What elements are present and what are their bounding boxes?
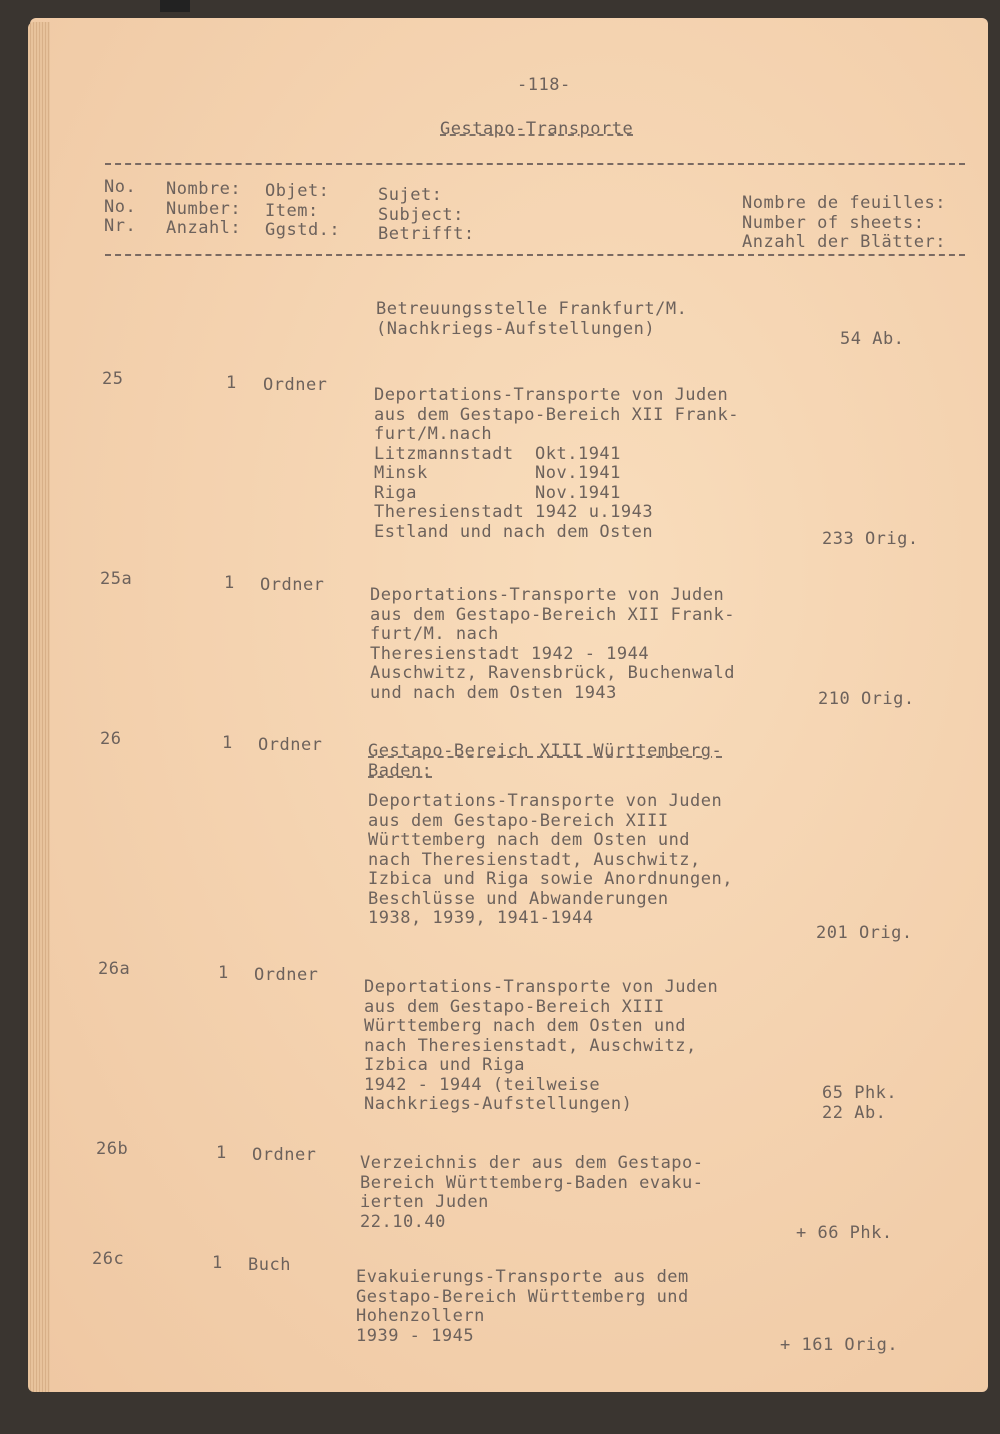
entry-subject: Betreuungsstelle Frankfurt/M. (Nachkriegs-Aufstellungen) [376,299,688,339]
entry-item: Ordner [254,965,319,985]
entry-number: 26a [98,959,131,979]
entry-subject: Deportations-Transporte von Juden aus dem Gestapo-Bereich XIII Württemberg nach dem Osten und nach Theresienstadt, Auschwitz, Izbica und Riga 1942 - 1944 (teilweise Nachkriegs-Aufstellungen) [364,977,719,1114]
entry-item: Ordner [260,575,325,595]
header-bottom-rule [105,254,965,256]
entry-sheets: 54 Ab. [840,329,905,349]
entry-sheets: + 66 Phk. [796,1223,893,1243]
entry-sheets: 233 Orig. [822,529,919,549]
header-sheets: Nombre de feuilles: Number of sheets: Anzahl der Blätter: [742,193,946,252]
entry-number: 25 [102,369,124,389]
entry-subject: Evakuierungs-Transporte aus dem Gestapo-Bereich Württemberg und Hohenzollern 1939 - 1945 [356,1267,689,1346]
page-title: Gestapo-Transporte [440,119,634,139]
entry-item: Ordner [263,375,328,395]
entry-number: 26 [100,729,122,749]
entry-item: Ordner [258,735,323,755]
entry-sheets: 201 Orig. [816,923,913,943]
entry-subject: Deportations-Transporte von Juden aus dem Gestapo-Bereich XII Frank- furt/M.nach Litzmannstadt Okt.1941 Minsk Nov.1941 Riga Nov.1941 Theresienstadt 1942 u.1943 Estland und nach dem Osten [374,385,739,542]
header-no: No. No. Nr. [104,177,137,236]
entry-count: 1 [226,373,237,393]
header-top-rule [105,163,965,165]
entry-item: Buch [248,1255,291,1275]
entry-heading: Gestapo-Bereich XIII Württemberg- Baden: [368,741,723,781]
binder-clip [160,0,190,12]
entry-subject: Deportations-Transporte von Juden aus dem Gestapo-Bereich XII Frank- furt/M. nach Theresienstadt 1942 - 1944 Auschwitz, Ravensbrück, Buchenwald und nach dem Osten 1943 [370,585,735,703]
entry-sheets: + 161 Orig. [780,1335,899,1355]
entry-subject: Deportations-Transporte von Juden aus dem Gestapo-Bereich XIII Württemberg nach dem Osten und nach Theresienstadt, Auschwitz, Izbica und Riga sowie Anordnungen, Beschlüsse und Abwanderungen 1938, 1939, 1941-1944 [368,791,733,928]
entry-number: 26b [96,1139,129,1159]
entry-sheets: 210 Orig. [818,689,915,709]
entry-subject: Verzeichnis der aus dem Gestapo- Bereich Württemberg-Baden evaku- ierten Juden 22.10.40 [360,1153,704,1232]
page-number: -118- [517,75,571,95]
entry-count: 1 [212,1253,223,1273]
entry-sheets: 65 Phk. 22 Ab. [822,1083,898,1123]
header-count: Nombre: Number: Anzahl: [166,179,242,238]
entry-item: Ordner [252,1145,317,1165]
entry-number: 25a [100,569,133,589]
header-item: Objet: Item: Ggstd.: [265,181,341,240]
entry-count: 1 [222,733,233,753]
header-subject: Sujet: Subject: Betrifft: [378,185,475,244]
entry-count: 1 [216,1143,227,1163]
entry-count: 1 [218,963,229,983]
entry-number: 26c [92,1249,125,1269]
page-stack-edge [28,22,50,1392]
entry-count: 1 [224,573,235,593]
